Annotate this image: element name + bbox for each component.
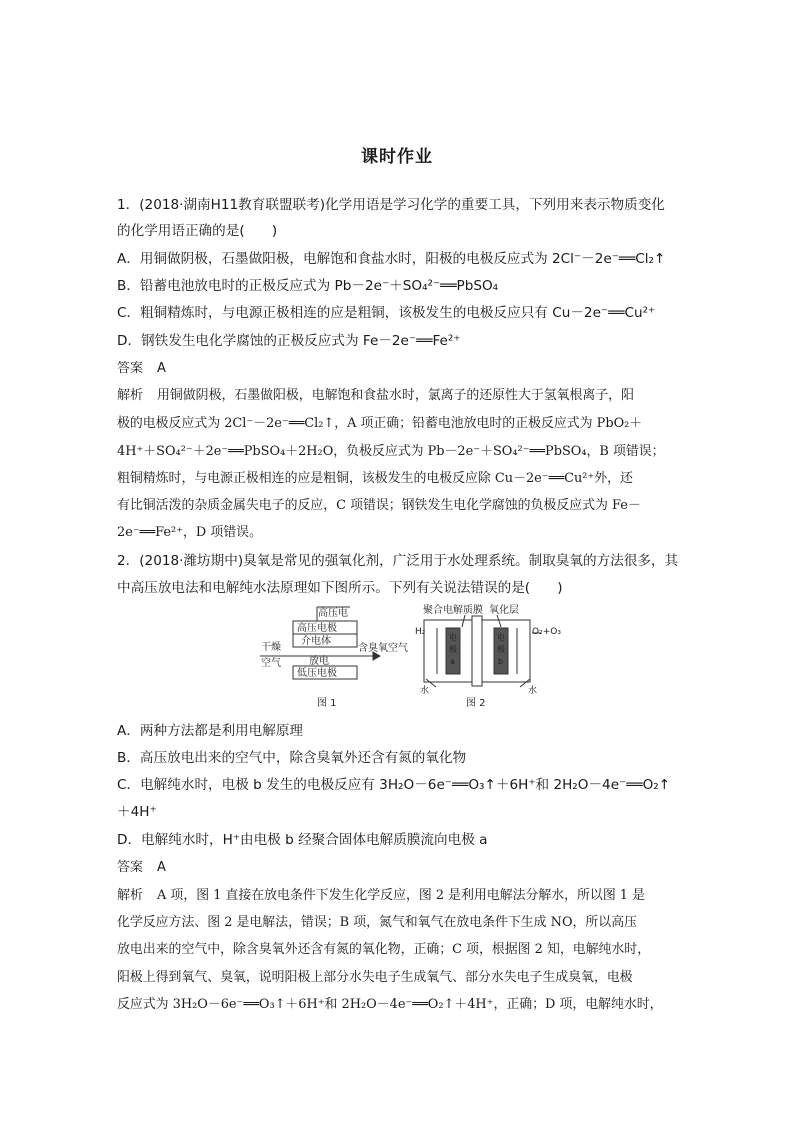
fig2-water-right-label: 水 [528,686,538,696]
q1-option-d: D．钢铁发生电化学腐蚀的正极反应式为 Fe－2e⁻══Fe²⁺ [117,333,461,349]
fig2-oxide-layer-label: 氧化层 [489,605,519,616]
fig1-caption: 图 1 [317,698,337,709]
q1-analysis-line6: 2e⁻══Fe²⁺，D 项错误。 [117,525,262,540]
q2-analysis-line4: 阳极上得到氧气、臭氧，说明阳极上部分水失电子生成氧气、部分水失电子生成臭氧，电极 [117,970,633,985]
q2-stem-line2: 中高压放电法和电解纯水法原理如下图所示。下列有关说法错误的是( ) [117,580,563,596]
figure-2 [424,615,541,687]
fig2-membrane [472,616,482,686]
fig2-o2o3-label: O₂+O₃ [532,627,561,637]
fig2-electrode-b-label-2: 极 [497,645,505,654]
q2-answer-value: A [157,860,166,875]
fig2-water-left-label: 水 [420,686,430,696]
fig1-dry-air-label-1: 干燥 [261,642,281,653]
q1-analysis-line3: 4H⁺＋SO₄²⁻＋2e⁻══PbSO₄＋2H₂O，负极反应式为 Pb－2e⁻＋SO₄²⁻══PbSO₄，B 项错误； [117,444,665,459]
q2-answer-label: 答案 [117,860,144,875]
q1-option-b: B．铅蓄电池放电时的正极反应式为 Pb－2e⁻＋SO₄²⁻══PbSO₄ [117,278,499,294]
q1-analysis-line4: 粗铜精炼时，与电源正极相连的应是粗铜，该极发生的电极反应除 Cu－2e⁻══Cu²⁺外，还 [117,471,633,486]
q1-stem-line1: 1．(2018·湖南H11教育联盟联考)化学用语是学习化学的重要工具，下列用来表示物质变化 [117,197,665,213]
q2-analysis-text-1: A 项，图 1 直接在放电条件下发生化学反应，图 2 是利用电解法分解水，所以图 1 是 [157,888,646,903]
fig2-oxide-pointer [497,615,501,627]
q1-answer-label: 答案 [117,361,144,376]
fig2-caption: 图 2 [466,698,486,709]
page-title: 课时作业 [361,147,433,167]
q1-analysis-text-1: 用铜做阴极，石墨做阳极，电解饱和食盐水时，氯离子的还原性大于氢氧根离子，阳 [157,388,634,403]
fig1-high-electrode-label: 高压电极 [297,623,337,634]
q1-answer-value: A [157,361,166,376]
fig1-high-voltage-label: 高压电 [318,608,348,619]
q2-analysis-line2: 化学反应方法、图 2 是电解法，错误；B 项，氮气和氧气在放电条件下生成 NO，所以高压 [117,915,637,930]
q2-option-c-line2: ＋4H⁺ [117,804,157,820]
fig1-ozone-air-label: 含臭氧空气 [358,643,408,654]
fig2-electrode-a-label-1: 电 [449,633,457,642]
fig2-electrode-a-label-2: 极 [449,645,457,654]
q1-option-c: C．粗铜精炼时，与电源正极相连的应是粗铜，该极发生的电极反应只有 Cu－2e⁻══Cu²⁺ [117,305,656,321]
q2-answer [117,856,166,875]
q2-option-c-line1: C．电解纯水时，电极 b 发生的电极反应有 3H₂O－6e⁻══O₃↑＋6H⁺和 2H₂O－4e⁻══O₂↑ [117,777,671,793]
fig2-electrode-a-label-3: a [450,657,455,666]
fig1-discharge-label: 放电 [309,656,329,667]
q1-analysis-line2: 极的电极反应式为 2Cl⁻－2e⁻══Cl₂↑，A 项正确；铅蓄电池放电时的正极反应式为 PbO₂＋ [117,416,643,431]
q2-analysis-line5: 反应式为 3H₂O－6e⁻══O₃↑＋6H⁺和 2H₂O－4e⁻══O₂↑＋4H⁺，正确；D 项，电解纯水时， [117,997,663,1012]
q2-analysis-line1 [117,884,645,903]
fig1-dielectric-label: 介电体 [301,636,331,647]
fig1-dry-air-label-2: 空气 [261,658,281,669]
fig2-membrane-pointer [462,615,465,627]
q1-stem-line2: 的化学用语正确的是( ) [117,223,278,239]
q1-analysis-line5: 有比铜活泼的杂质金属失电子的反应，C 项错误；钢铁发生电化学腐蚀的负极反应式为 Fe－ [117,498,641,513]
fig2-electrode-b-label-3: b [498,657,504,666]
fig2-electrode-b-label-1: 电 [497,633,505,642]
q2-option-d: D．电解纯水时，H⁺由电极 b 经聚合固体电解质膜流向电极 a [117,832,488,848]
q2-option-b: B．高压放电出来的空气中，除含臭氧外还含有氮的氧化物 [117,750,467,766]
q1-analysis-label: 解析 [117,388,144,403]
fig2-h2-label: H₂ [415,627,426,637]
q2-analysis-label: 解析 [117,888,144,903]
fig2-membrane-label: 聚合电解质膜 [423,605,483,616]
q2-stem-line1: 2．(2018·潍坊期中)臭氧是常见的强氧化剂，广泛用于水处理系统。制取臭氧的方法很多，其 [117,553,679,569]
q2-option-a: A．两种方法都是利用电解原理 [117,723,304,739]
q1-option-a: A．用铜做阴极，石墨做阳极，电解饱和食盐水时，阳极的电极反应式为 2Cl⁻－2e⁻══Cl₂↑ [117,251,666,267]
q2-analysis-line3: 放电出来的空气中，除含臭氧外还含有氮的氧化物，正确；C 项，根据图 2 知，电解纯水时， [117,942,651,957]
fig1-low-electrode-label: 低压电极 [297,668,337,679]
